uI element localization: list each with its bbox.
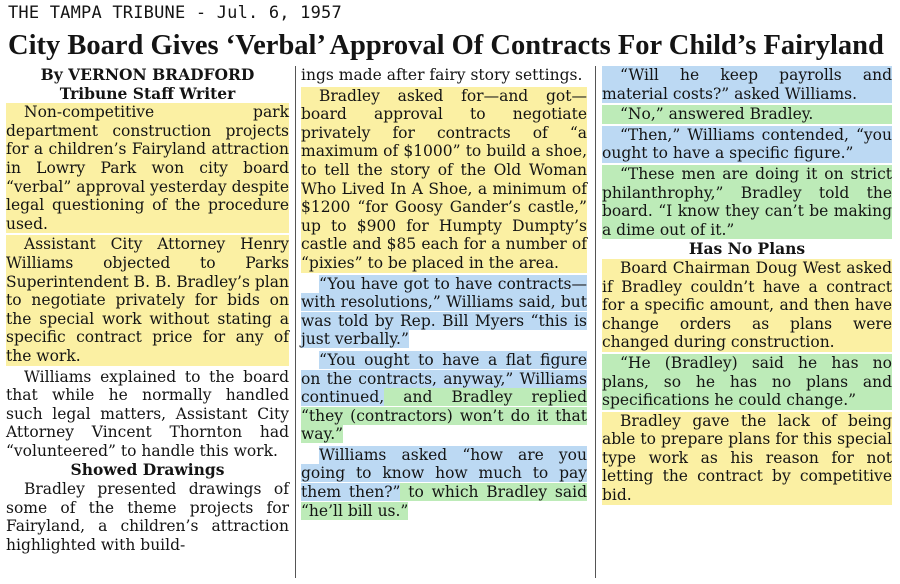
paragraph: ings made after fairy story settings.	[301, 66, 583, 84]
subhead: Has No Plans	[688, 239, 806, 259]
headline: City Board Gives ‘Verbal’ Approval Of Contracts For Child’s Fairyland	[8, 30, 884, 61]
paragraph: “Will he keep payrolls and material costs?” asked Williams.	[602, 66, 892, 103]
quote-highlight: “You ought to have a flat figure on the contracts, anyway,” Williams continued,	[301, 350, 587, 407]
paragraph: Bradley gave the lack of being able to prepare plans for this special type work as his reason for not letting the contract by competitive bid.	[602, 411, 892, 505]
paragraph	[301, 275, 587, 349]
paragraph: Williams explained to the board that while he normally handled such legal matters, Assistant City Attorney Vincent Thornton had “volunteered” to handle this work.	[6, 367, 289, 460]
paragraph: Assistant City Attorney Henry Williams objected to Parks Superintendent B. B. Bradley’s plan to negotiate privately for bids on the special work without stating a specific contract price for any of the work.	[6, 235, 289, 365]
paragraph: Bradley asked for—and got—board approval to negotiate privately for contracts of “a maximum of $1000” to build a shoe, to tell the story of the Old Woman Who Lived In A Shoe, a minimum of $1200 “for Goosy Gander’s castle,” up to $900 for Humpty Dumpty’s castle and $85 each for a number of “pixies” to be placed in the area.	[301, 86, 587, 272]
paragraph: “He (Bradley) said he has no plans, so he has no plans and specifications he could change.”	[602, 353, 892, 410]
quote-highlight: to which Bradley said “he’ll bill us.”	[301, 483, 587, 520]
paragraph: Bradley presented drawings of some of the theme projects for Fairyland, a children’s attraction highlighted with build-	[6, 480, 289, 554]
paragraph	[301, 351, 587, 444]
column-rule	[295, 66, 296, 578]
subhead: Showed Drawings	[70, 460, 225, 480]
masthead: THE TAMPA TRIBUNE - Jul. 6, 1957	[8, 3, 342, 23]
paragraph: “Then,” Williams contended, “you ought to have a specific figure.”	[602, 125, 892, 163]
byline-role: Tribune Staff Writer	[59, 83, 236, 103]
paragraph: Non-competitive park department construction projects for a children’s Fairyland attraction in Lowry Park won city board “verbal” approval yesterday despite legal questioning of the procedure used.	[6, 103, 289, 233]
paragraph	[301, 446, 587, 520]
article-column-3	[602, 66, 892, 582]
paragraph: “These men are doing it on strict philanthrophy,” Bradley told the board. “I know they can’t be making a dime out of it.”	[602, 164, 892, 239]
quote-highlight: “You have got to have contracts—with resolutions,” Williams said,	[301, 274, 587, 312]
paragraph: Board Chairman Doug West asked if Bradley couldn’t have a contract for a specific amount, and then have change orders as plans were changed during construction.	[602, 258, 892, 352]
paragraph: “No,” answered Bradley.	[602, 105, 892, 124]
quote-text: but was told by Rep. Bill Myers “this is just verbally.”	[301, 293, 588, 349]
column-rule	[595, 66, 596, 578]
byline-author: By VERNON BRADFORD	[40, 65, 255, 84]
article-column-1	[6, 66, 289, 582]
quote-highlight: Williams asked “how are you going to know how much to pay them then?”	[301, 445, 587, 502]
article-column-2	[301, 66, 587, 582]
quote-highlight: and Bradley replied “they (contractors) won’t do it that way.”	[301, 388, 587, 444]
